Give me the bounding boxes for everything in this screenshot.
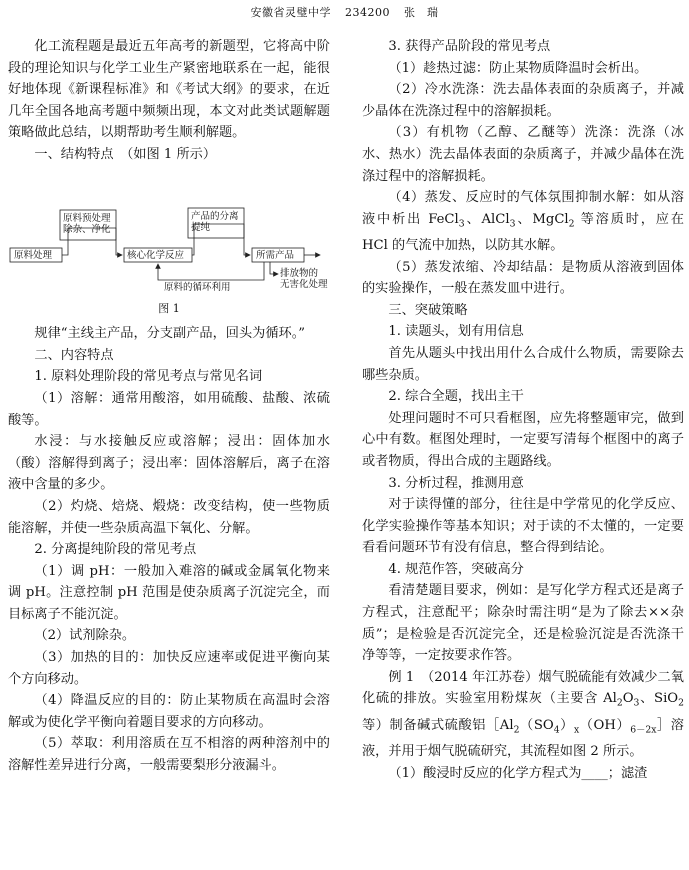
evap-sub-3: 2 <box>568 218 575 230</box>
left-column <box>8 36 330 777</box>
organicwash-paragraph: （3）有机物（乙醇、乙醚等）洗涤：洗涤（冰水、热水）洗去晶体表面的杂质离子，并减少晶体在洗涤过程中的溶解损耗。 <box>362 125 684 184</box>
coldwash-paragraph: （2）冷水洗涤：洗去晶体表面的杂质离子，并减少晶体在洗涤过程中的溶解损耗。 <box>362 82 684 119</box>
roast-paragraph: （2）灼烧、焙烧、煅烧：改变结构，使一些物质能溶解，并使一些杂质高温下氧化、分解。 <box>8 498 330 536</box>
ex-text-g: （OH） <box>579 717 631 733</box>
strategy-3-paragraph: 对于读得懂的部分，往往是中学常见的化学反应、化学实验操作等基本知识；对于读的不太懂的，一定要看看问题环节有没有信息，整合得到结论。 <box>362 497 684 556</box>
page-header <box>0 4 689 20</box>
extract-paragraph: （5）萃取：利用溶质在互不相溶的两种溶剂中的溶解性差异进行分离，一般需要梨形分液漏斗。 <box>8 736 330 774</box>
ex-text-a: 例 1 （2014 年江苏卷）烟气脱硫能有效减少二氧化硫的排放。实验室用粉煤灰（主要含 Al <box>362 669 684 707</box>
evap-text-c: 、MgCl <box>515 211 569 227</box>
strategy-2-paragraph: 处理问题时不可只看框图，应先将整题审完，做到心中有数。框图处理时，一定要写清每个框图中的离子或者物质，得出合成的主题路线。 <box>362 410 684 469</box>
leach-paragraph: 水浸：与水接触反应或溶解；浸出：固体加水（酸）溶解得到离子；浸出率：固体溶解后，离子在溶液中含量的多少。 <box>8 434 330 493</box>
question-1-paragraph: （1）酸浸时反应的化学方程式为____；滤渣 <box>388 765 648 781</box>
ph-paragraph: （1）调 pH：一般加入难溶的碱或金属氧化物来调 pH。注意控制 pH 范围是使杂质离子沉淀完全，而目标离子不能沉淀。 <box>8 563 330 622</box>
label-pre: 原料预处理 除杂、净化 <box>63 212 111 235</box>
intro-paragraph: 化工流程题是最近五年高考的新题型，它将高中阶段的理论知识与化学工业生产紧密地联系在一起，能很好地体现《新课程标准》和《考试大纲》的要求，在近几年全国各地高考题中频频出现，本文对此类试题解题策略做此总结，以期帮助考生顺利解题。 <box>8 39 330 141</box>
strategy-1-paragraph: 首先从题头中找出用什么合成什么物质，需要除去哪些杂质。 <box>362 345 684 383</box>
label-sep: 产品的分离 提纯 <box>191 210 239 233</box>
ex-sub-6: x <box>573 724 580 736</box>
heat-paragraph: （3）加热的目的：加快反应速率或促进平衡向某个方向移动。 <box>8 650 330 687</box>
ex-sub-7: 6－2x <box>630 724 657 736</box>
ex-text-c: 、SiO <box>639 691 679 707</box>
subsection-separation-heading: 2. 分离提纯阶段的常见考点 <box>34 542 197 558</box>
ex-text-h: ］溶液，并用于烟气脱硫研究，其流程如图 2 所示。 <box>362 717 684 759</box>
hotfilter-paragraph: （1）趁热过滤：防止某物质降温时会析出。 <box>388 60 648 76</box>
ex-text-d: 等）制备碱式硫酸铝［Al <box>362 717 514 733</box>
ex-sub-3: 2 <box>678 698 684 710</box>
evap-sub-2: 3 <box>509 218 516 230</box>
section-structure-heading: 一、结构特点 （如图 1 所示） <box>34 146 217 162</box>
header-author: 张 瑞 <box>404 6 439 19</box>
header-school: 安徽省灵璧中学 <box>250 6 331 19</box>
strategy-2-heading: 2. 综合全题，找出主干 <box>388 389 524 405</box>
evap-text-a: （4）蒸发、反应时的气体氛围抑制水解：如从溶液中析出 FeCl <box>362 190 684 227</box>
label-core: 核心化学反应 <box>127 249 185 261</box>
label-raw: 原料处理 <box>14 249 53 261</box>
evap-text-b: 、AlCl <box>464 211 510 227</box>
ex-sub-2: 3 <box>633 698 640 710</box>
subsection-raw-heading: 1. 原料处理阶段的常见考点与常见名词 <box>34 369 263 385</box>
ex-sub-1: 2 <box>616 698 623 710</box>
subsection-product-heading: 3. 获得产品阶段的常见考点 <box>388 39 551 54</box>
section-content-heading: 二、内容特点 <box>34 347 114 363</box>
evap-sub-1: 3 <box>458 218 465 230</box>
evap-text-d: 等溶质时，应在 HCl 的气流中加热，以防其水解。 <box>362 211 684 253</box>
crystallize-paragraph: （5）蒸发浓缩、冷却结晶：是物质从溶液到固体的实验操作，一般在蒸发皿中进行。 <box>362 259 684 297</box>
ex-sub-5: 4 <box>553 724 560 736</box>
strategy-1-heading: 1. 读题头，划有用信息 <box>388 324 524 340</box>
cool-paragraph: （4）降温反应的目的：防止某物质在高温时会溶解或为使化学平衡向着题目要求的方向移动。 <box>8 693 330 730</box>
figure-1-flowchart <box>8 166 330 296</box>
example-1-paragraph <box>362 667 684 763</box>
label-waste: 排放物的 无害化处理 <box>280 267 328 290</box>
header-postcode: 234200 <box>345 6 390 19</box>
ex-sub-4: 2 <box>513 724 520 736</box>
label-recycle: 原料的循环利用 <box>164 281 231 293</box>
label-product: 所需产品 <box>256 249 295 261</box>
figure-1-caption: 图 1 <box>158 301 180 315</box>
ex-text-e: （SO <box>519 717 554 733</box>
right-column <box>362 36 684 784</box>
reagent-paragraph: （2）试剂除杂。 <box>34 628 136 644</box>
rule-paragraph: 规律“主线主产品，分支副产品，回头为循环。” <box>34 326 306 342</box>
ex-text-b: O <box>622 691 634 707</box>
evaporation-paragraph <box>362 187 684 256</box>
strategy-3-heading: 3. 分析过程，推测用意 <box>388 475 524 491</box>
strategy-4-heading: 4. 规范作答，突破高分 <box>388 561 524 577</box>
ex-text-f: ） <box>559 717 574 733</box>
dissolve-paragraph: （1）溶解：通常用酸溶，如用硫酸、盐酸、浓硫酸等。 <box>8 390 330 428</box>
strategy-4-paragraph: 看清楚题目要求，例如：是写化学方程式还是离子方程式，注意配平；除杂时需注明“是为了除去××杂质”；是检验是否沉淀完全，还是检验沉淀是否洗涤干净等等，一定按要求作答。 <box>362 583 684 664</box>
section-strategy-heading: 三、突破策略 <box>388 302 468 318</box>
